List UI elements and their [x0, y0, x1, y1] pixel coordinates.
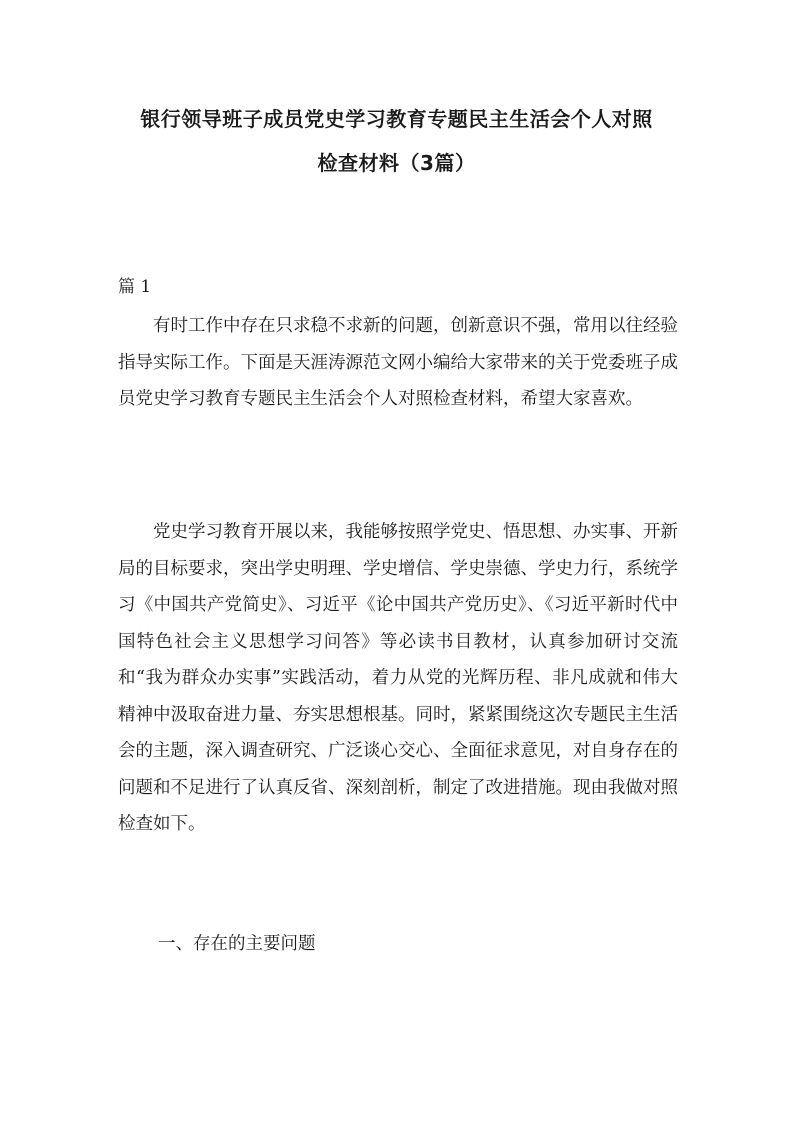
body-paragraph: 党史学习教育开展以来，我能够按照学党史、悟思想、办实事、开新局的目标要求，突出学史明理、学史增信、学史崇德、学史力行，系统学习《中国共产党简史》、习近平《论中国共产党历史》、《习近平新时代中国特色社会主义思想学习问答》等必读书目教材，认真参加研讨交流和“我为群众办实事”实践活动，着力从党的光辉历程、非凡成就和伟大精神中汲取奋进力量、夯实思想根基。同时，紧紧围绕这次专题民主生活会的主题，深入调查研究、广泛谈心交心、全面征求意见，对自身存在的问题和不足进行了认真反省、深刻剖析，制定了改进措施。现由我做对照检查如下。 [118, 522, 678, 834]
section-label: 篇 1 [118, 277, 152, 297]
section-heading: 一、存在的主要问题 [158, 934, 316, 954]
document-title-line1: 银行领导班子成员党史学习教育专题民主生活会个人对照 [140, 107, 653, 131]
document-title-line2: 检查材料（3篇） [317, 151, 476, 175]
intro-paragraph: 有时工作中存在只求稳不求新的问题，创新意识不强，常用以往经验指导实际工作。下面是天涯涛源范文网小编给大家带来的关于党委班子成员党史学习教育专题民主生活会个人对照检查材料，希望大家喜欢。 [118, 316, 678, 409]
